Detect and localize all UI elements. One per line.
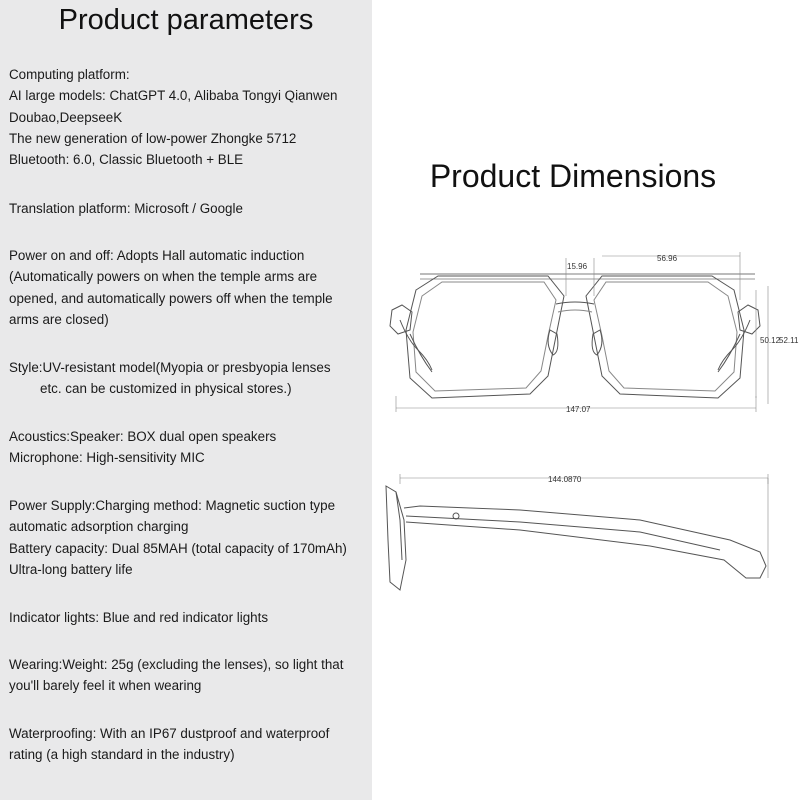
spec-line: Indicator lights: Blue and red indicator lights: [9, 610, 269, 625]
spec-line: Acoustics:Speaker: BOX dual open speakers: [9, 429, 277, 444]
product-parameters-title: Product parameters: [58, 4, 314, 36]
glasses-front-view: [390, 274, 760, 398]
spec-line: rating (a high standard in the industry): [9, 747, 235, 763]
spec-line: Translation platform: Microsoft / Google: [9, 201, 243, 216]
spec-line: Power on and off: Adopts Hall automatic induction: [9, 248, 305, 263]
spec-line: Wearing:Weight: 25g (excluding the lenses), so light that: [9, 657, 344, 672]
temple-length-dimension-label: 144.0870: [548, 475, 582, 484]
product-dimensions-title: Product Dimensions: [429, 158, 717, 194]
spec-line: Power Supply:Charging method: Magnetic suction type: [9, 498, 336, 513]
spec-line: etc. can be customized in physical stores.): [40, 381, 292, 397]
frame-height-dimension-label: 52.11: [779, 336, 799, 345]
side-dimension-lines: [400, 474, 768, 578]
spec-line: Battery capacity: Dual 85MAH (total capacity of 170mAh): [9, 540, 347, 556]
spec-line: The new generation of low-power Zhongke 5712: [9, 130, 297, 146]
spec-line: you'll barely feel it when wearing: [9, 678, 202, 694]
spec-line: Style:UV-resistant model(Myopia or presbyopia lenses: [9, 360, 331, 375]
spec-line: Computing platform:: [9, 67, 130, 82]
lens-height-dimension-label: 50.12: [760, 336, 781, 345]
spec-line: Doubao,DeepseeK: [9, 109, 123, 125]
bridge-dimension-label: 15.96: [567, 262, 588, 271]
spec-line: Ultra-long battery life: [9, 561, 133, 577]
spec-line: opened, and automatically powers off when the temple: [9, 290, 333, 306]
spec-line: Waterproofing: With an IP67 dustproof and waterproof: [9, 726, 330, 741]
glasses-side-view: [386, 486, 766, 590]
spec-line: (Automatically powers on when the temple arms are: [9, 269, 318, 285]
lens-width-dimension-label: 56.96: [657, 254, 678, 263]
spec-line: automatic adsorption charging: [9, 519, 189, 535]
spec-line: Microphone: High-sensitivity MIC: [9, 450, 205, 466]
spec-line: Bluetooth: 6.0, Classic Bluetooth + BLE: [9, 152, 244, 168]
spec-line: arms are closed): [9, 311, 109, 327]
frame-width-dimension-label: 147.07: [566, 405, 591, 414]
spec-line: AI large models: ChatGPT 4.0, Alibaba Tongyi Qianwen: [9, 88, 338, 104]
